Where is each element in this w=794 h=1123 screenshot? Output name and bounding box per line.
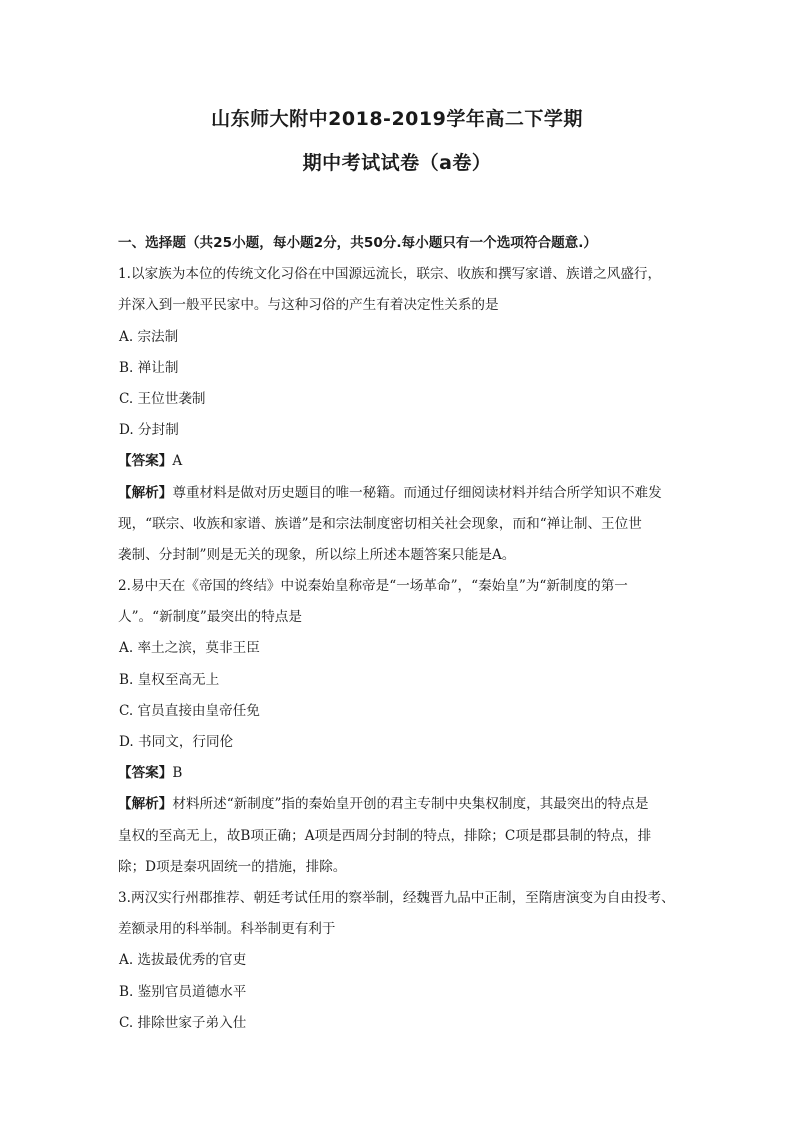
question-2 (118, 571, 678, 883)
explanation-line: 现，“联宗、收族和家谱、族谱”是和宗法制度密切相关社会现象，而和“禅让制、王位世 (118, 515, 642, 532)
option-a: A. 率土之滨，莫非王臣 (119, 640, 260, 657)
document-body (118, 228, 678, 1039)
answer-value: A (172, 453, 183, 470)
document-title-line-1: 山东师大附中2018-2019学年高二下学期 (211, 108, 583, 130)
explanation-line: 袭制、分封制”则是无关的现象，所以综上所述本题答案只能是A。 (118, 546, 516, 563)
explanation-line (118, 789, 678, 820)
option-c: C. 排除世家子弟入仕 (119, 1014, 247, 1031)
explanation-line: 皇权的至高无上，故B项正确；A项是西周分封制的特点，排除；C项是郡县制的特点，排 (118, 827, 652, 844)
answer-value: B (172, 765, 183, 782)
option-c: C. 官员直接由皇帝任免 (119, 702, 260, 719)
question-stem-line: 人”。“新制度”最突出的特点是 (118, 609, 302, 626)
option-d: D. 书同文，行同伦 (119, 734, 234, 750)
explanation-label: 【解析】 (118, 796, 173, 813)
option-b: B. 禅让制 (119, 359, 179, 376)
explanation-text: 尊重材料是做对历史题目的唯一秘籍。而通过仔细阅读材料并结合所学知识不难发 (172, 484, 662, 501)
section-heading: 一、选择题（共25小题，每小题2分，共50分.每小题只有一个选项符合题意.） (118, 235, 598, 251)
option-d: D. 分封制 (119, 422, 179, 439)
document-title-line-2: 期中考试试卷（a卷） (302, 152, 492, 174)
explanation-line (118, 478, 678, 509)
option-c: C. 王位世袭制 (119, 390, 206, 407)
question-3 (118, 883, 678, 1039)
question-stem-line: 3.两汉实行州郡推荐、朝廷考试任用的察举制，经魏晋九品中正制，至隋唐演变为自由投考、 (118, 889, 675, 906)
question-stem-line: 差额录用的科举制。科举制更有利于 (118, 921, 336, 938)
option-b: B. 鉴别官员道德水平 (119, 983, 247, 1000)
question-stem-line: 1.以家族为本位的传统文化习俗在中国源远流长，联宗、收族和撰写家谱、族谱之风盛行， (118, 266, 662, 283)
explanation-label: 【解析】 (118, 484, 173, 501)
question-stem-line: 并深入到一般平民家中。与这种习俗的产生有着决定性关系的是 (118, 297, 499, 314)
explanation-text: 材料所述“新制度”指的秦始皇开创的君主专制中央集权制度，其最突出的特点是 (172, 796, 649, 813)
answer-label: 【答案】 (118, 765, 173, 782)
question-1 (118, 259, 678, 571)
option-a: A. 宗法制 (119, 328, 179, 345)
option-b: B. 皇权至高无上 (119, 671, 220, 688)
option-a: A. 选拔最优秀的官吏 (119, 952, 247, 969)
answer-label: 【答案】 (118, 453, 173, 470)
answer-line (118, 758, 678, 789)
answer-line (118, 446, 678, 477)
explanation-line: 除；D项是秦巩固统一的措施，排除。 (118, 858, 347, 875)
question-stem-line: 2.易中天在《帝国的终结》中说秦始皇称帝是“一场革命”，“秦始皇”为“新制度的第一 (118, 578, 628, 595)
